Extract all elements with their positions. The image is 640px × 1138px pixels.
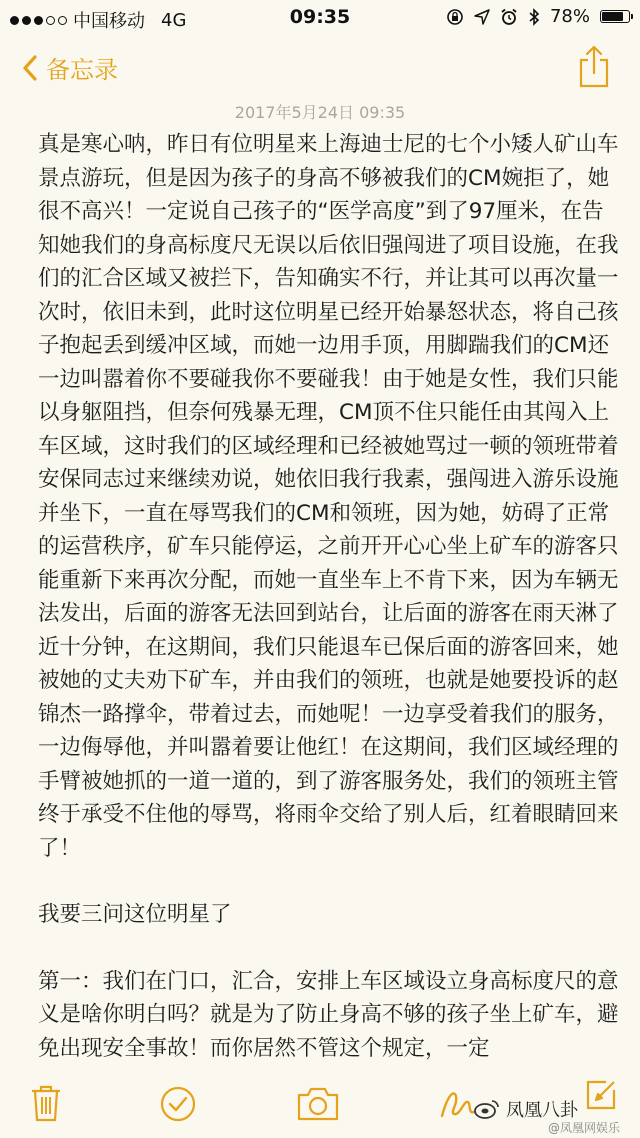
note-paragraph: 我要三问这位明星了 xyxy=(38,902,232,927)
checklist-button[interactable] xyxy=(160,1086,196,1126)
status-right xyxy=(446,6,630,27)
sketch-icon xyxy=(438,1086,478,1122)
back-label: 备忘录 xyxy=(46,56,118,84)
camera-icon xyxy=(296,1086,340,1122)
trash-icon xyxy=(30,1084,62,1122)
battery-percent: 78% xyxy=(549,6,590,27)
nav-bar xyxy=(0,40,640,100)
sketch-button[interactable] xyxy=(438,1086,478,1126)
location-icon xyxy=(474,9,490,25)
note-paragraph: 第一：我们在门口，汇合，安排上车区域设立身高标度尺的意义是啥你明白吗？就是为了防止身高不够的孩子坐上矿车，避免出现安全事故！而你居然不管这个规定，一定 xyxy=(38,968,619,1061)
checklist-icon xyxy=(160,1086,196,1122)
chevron-left-icon xyxy=(22,54,38,82)
status-time: 09:35 xyxy=(289,6,351,28)
status-bar xyxy=(0,0,640,36)
compose-button[interactable] xyxy=(584,1078,618,1116)
share-icon xyxy=(578,44,610,88)
share-button[interactable] xyxy=(578,44,610,92)
watermark-sub: @凤凰网娱乐 xyxy=(547,1121,620,1135)
note-timestamp: 2017年5月24日 09:35 xyxy=(234,103,406,122)
bottom-toolbar xyxy=(0,1076,640,1138)
back-button[interactable] xyxy=(22,50,118,85)
rotation-lock-icon xyxy=(446,8,464,26)
note-body[interactable] xyxy=(38,128,620,1098)
compose-icon xyxy=(584,1078,618,1112)
network-label: 4G xyxy=(161,9,187,31)
note-paragraph: 真是寒心呐，昨日有位明星来上海迪士尼的七个小矮人矿山车景点游玩，但是因为孩子的身高不够被我们的CM婉拒了，她很不高兴！一定说自己孩子的“医学高度”到了97厘米，在告知她我们的身高标度尺无误以后依旧强闯进了项目设施，在我们的汇合区域又被拦下，告知确实不行，并让其可以再次量一次时，依旧未到，此时这位明星已经开始暴怒状态，将自己孩子抱起丢到缓冲区域，而她一边用手顶，用脚踹我们的CM还一边叫嚣着你不要碰我你不要碰我！由于她是女性，我们只能以身躯阻挡，但奈何残暴无理，CM顶不住只能任由其闯入上车区域，这时我们的区域经理和已经被她骂过一顿的领班带着安保同志过来继续劝说，她依旧我行我素，强闯进入游乐设施并坐下，一直在辱骂我们的CM和领班，因为她，妨碍了正常的运营秩序，矿车只能停运，之前开开心心坐上矿车的游客只能重新下来再次分配，而她一直坐车上不肯下来，因为车辆无法发出，后面的游客无法回到站台，让后面的游客在雨天淋了近十分钟，在这期间，我们只能退车已保后面的游客回来，她被她的丈夫劝下矿车，并由我们的领班，也就是她要投诉的赵锦杰一路撑伞，带着过去，而她呢！一边享受着我们的服务，一边侮辱他，并叫嚣着要让他红！在这期间，我们区域经理的手臂被她抓的一道一道的，到了游客服务处，我们的领班主管终于承受不住他的辱骂，将雨伞交给了别人后，红着眼睛回来了！ xyxy=(38,132,619,861)
watermark-brand: 凤凰八卦 xyxy=(506,1100,578,1121)
delete-button[interactable] xyxy=(30,1084,62,1126)
carrier-label: 中国移动 xyxy=(73,11,145,32)
weibo-icon xyxy=(474,1099,500,1119)
camera-button[interactable] xyxy=(296,1086,340,1126)
battery-icon xyxy=(600,10,630,23)
bluetooth-icon xyxy=(528,8,540,26)
alarm-icon xyxy=(500,8,518,26)
